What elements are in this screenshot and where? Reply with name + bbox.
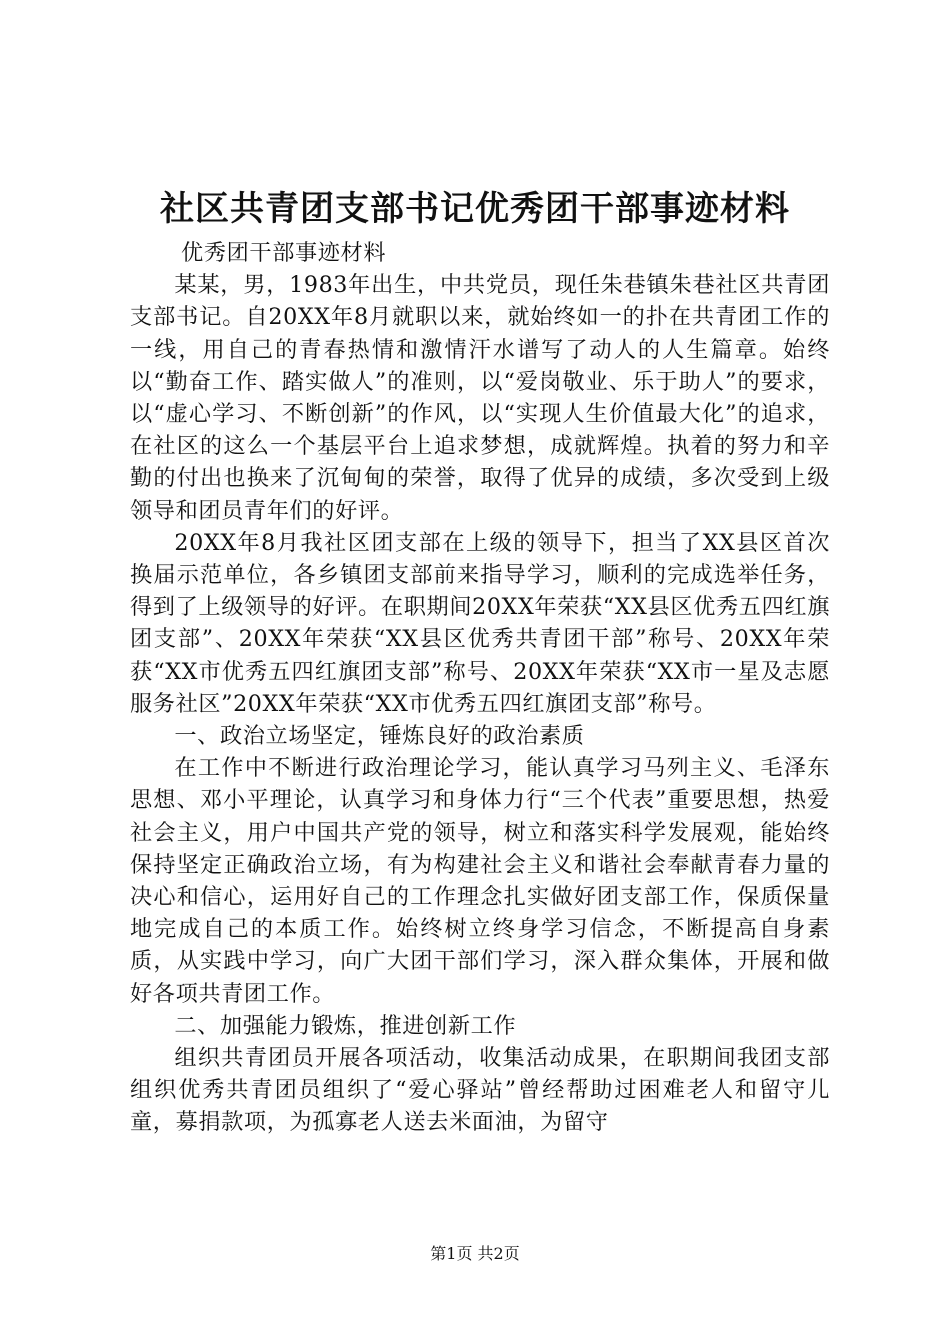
document-subtitle: 优秀团干部事迹材料 [181,240,387,266]
paragraph-introduction: 某某，男，1983年出生，中共党员，现任朱巷镇朱巷社区共青团支部书记。自20XX年8月就职以来，就始终如一的扑在共青团工作的一线，用自己的青春热情和激情汗水谱写了动人的人生篇章。始终以“勤奋工作、踏实做人”的准则，以“爱岗敬业、乐于助人”的要求，以“虚心学习、不断创新”的作风，以“实现人生价值最大化”的追求，在社区的这么一个基层平台上追求梦想，成就辉煌。执着的努力和辛勤的付出也换来了沉甸甸的荣誉，取得了优异的成绩，多次受到上级领导和团员青年们的好评。 [130,272,830,524]
section-heading-2: 二、加强能力锻炼，推进创新工作 [174,1012,517,1039]
paragraph-political-study: 在工作中不断进行政治理论学习，能认真学习马列主义、毛泽东思想、邓小平理论，认真学习和身体力行“三个代表”重要思想，热爱社会主义，用户中国共产党的领导，树立和落实科学发展观，能始终保持坚定正确政治立场，有为构建社会主义和谐社会奉献青春力量的决心和信心，运用好自己的工作理念扎实做好团支部工作，保质保量地完成自己的本质工作。始终树立终身学习信念，不断提高自身素质，从实践中学习，向广大团干部们学习，深入群众集体，开展和做好各项共青团工作。 [130,755,830,1007]
section-heading-1: 一、政治立场坚定，锤炼良好的政治素质 [174,723,585,750]
document-title: 社区共青团支部书记优秀团干部事迹材料 [160,189,790,229]
document-body [130,237,830,1139]
paragraph-activities: 组织共青团员开展各项活动，收集活动成果，在职期间我团支部组织优秀共青团员组织了“爱心驿站”曾经帮助过困难老人和留守儿童，募捐款项，为孤寡老人送去米面油，为留守 [130,1045,830,1136]
paragraph-honors: 20XX年8月我社区团支部在上级的领导下，担当了XX县区首次换届示范单位，各乡镇团支部前来指导学习，顺利的完成选举任务，得到了上级领导的好评。在职期间20XX年荣获“XX县区优秀五四红旗团支部”、20XX年荣获“XX县区优秀共青团干部”称号、20XX年荣获“XX市优秀五四红旗团支部”称号、20XX年荣获“XX市一星及志愿服务社区”20XX年荣获“XX市优秀五四红旗团支部”称号。 [130,529,830,717]
page-footer: 第1页 共2页 [430,1244,520,1263]
